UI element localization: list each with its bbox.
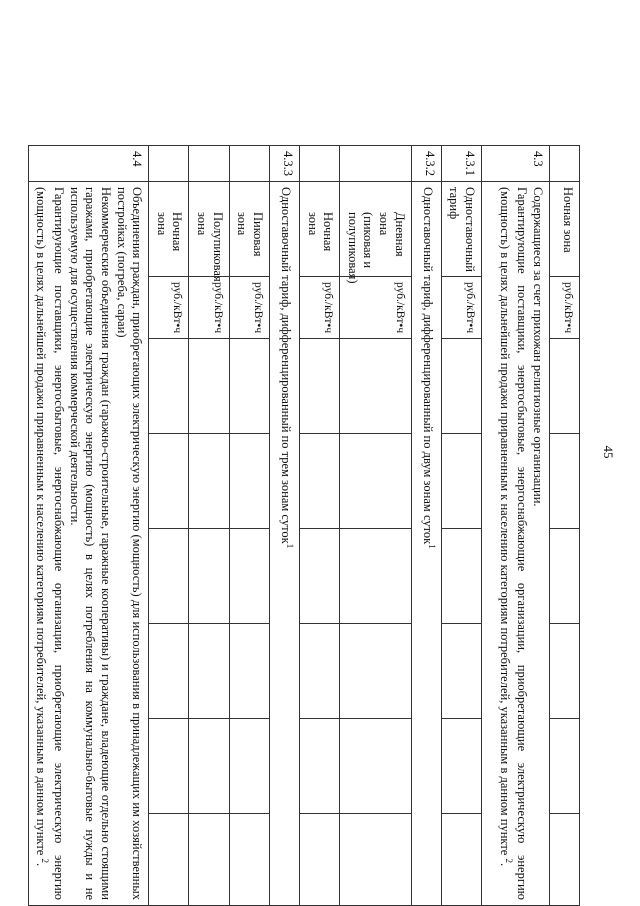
row-unit: руб./кВт•ч	[300, 277, 340, 339]
row-number: 4.3.1	[441, 146, 481, 182]
rotated-tariff-table	[34, 145, 580, 905]
tariff-subheading	[411, 182, 441, 906]
value-cell	[229, 624, 269, 719]
value-cell	[441, 529, 481, 624]
footnote-ref: 1	[426, 544, 437, 549]
value-cell	[300, 339, 340, 434]
row-number	[340, 146, 412, 182]
footnote-ref: 1	[285, 543, 295, 549]
value-cell	[550, 529, 580, 624]
value-cell	[441, 624, 481, 719]
value-cell	[229, 814, 269, 906]
table-row	[270, 146, 300, 906]
table-row	[550, 146, 580, 906]
value-cell	[229, 719, 269, 814]
section-paragraph: Некоммерческие объединения граждан (гаражно-строительные, гаражные кооперативы) и граждане, владеющие отдельно стоящими гаражами, приобретающие электрическую энергию (мощность) в целях потребления на коммунально-бытовые нужды и не используемую для осуществления коммерческой деятельности.	[67, 187, 113, 900]
value-cell	[441, 339, 481, 434]
value-cell	[149, 339, 189, 434]
row-number	[300, 146, 340, 182]
row-number: 4.4	[28, 146, 149, 182]
value-cell	[441, 719, 481, 814]
value-cell	[229, 339, 269, 434]
value-cell	[550, 434, 580, 529]
value-cell	[189, 529, 229, 624]
table-row	[28, 146, 149, 906]
row-number	[550, 146, 580, 182]
tariff-subheading-text: Одноставочный тариф, дифференцированный по трем зонам суток	[278, 187, 293, 544]
tariff-subheading-text: Одноставочный тариф, дифференцированный по двум зонам суток	[420, 187, 435, 545]
value-cell	[149, 719, 189, 814]
row-name: Ночная зона	[300, 182, 340, 277]
value-cell	[441, 814, 481, 906]
value-cell	[229, 529, 269, 624]
value-cell	[189, 624, 229, 719]
value-cell	[189, 719, 229, 814]
value-cell	[149, 434, 189, 529]
value-cell	[300, 434, 340, 529]
row-unit: руб./кВт•ч	[441, 277, 481, 339]
value-cell	[229, 434, 269, 529]
value-cell	[189, 814, 229, 906]
table-row	[149, 146, 189, 906]
row-name: Ночная зона	[550, 182, 580, 277]
row-name: Одноставочный тариф	[441, 182, 481, 277]
row-number: 4.3.2	[411, 146, 441, 182]
section-paragraph: Объединения граждан, приобретающих электрическую энергию (мощность) для использования в принадлежащих им хозяйственных постройках (погреба, сараи)	[114, 187, 145, 900]
value-cell	[340, 624, 412, 719]
value-cell	[189, 434, 229, 529]
row-name: Ночная зона	[149, 182, 189, 277]
row-number	[189, 146, 229, 182]
section-title: Содержащиеся за счет прихожан религиозные организации.	[531, 187, 545, 507]
value-cell	[550, 624, 580, 719]
section-description: Содержащиеся за счет прихожан религиозные организации. Гарантирующие поставщики, энергосбытовые, энергоснабжающие организации, приобретающие электрическую энергию (мощность) в целях дальнейшей продажи приравненным к населению категориям потребителей, указанным в данном пункте $^2$.	[482, 182, 550, 906]
row-name: Пиковая зона	[229, 182, 269, 277]
table-row	[482, 146, 550, 906]
row-name: Полупиковая зона	[189, 182, 229, 277]
row-number	[149, 146, 189, 182]
row-number	[229, 146, 269, 182]
table-row	[300, 146, 340, 906]
section-description: Объединения граждан, приобретающих электрическую энергию (мощность) для использования в принадлежащих им хозяйственных постройках (погреба, сараи) Некоммерческие объединения граждан (гаражно-строительные, гаражные кооперативы) и граждане, владеющие отдельно стоящими гаражами, приобретающие электрическую энергию (мощность) в целях потребления на коммунально-бытовые нужды и не используемую для осуществления коммерческой деятельности. Гарантирующие поставщики, энергосбытовые, энергоснабжающие организации, приобретающие электрическую энергию (мощность) в целях дальнейшей продажи приравненным к населению категориям потребителей, указанным в данном пункте $^2$.	[28, 182, 149, 906]
table-row	[189, 146, 229, 906]
value-cell	[550, 814, 580, 906]
section-text: Гарантирующие поставщики, энергосбытовые, энергоснабжающие организации, приобретающие электрическую энергию (мощность) в целях дальнейшей продажи приравненным к населению категориям потребителей, указанным в данном пункте	[497, 187, 530, 900]
value-cell	[149, 814, 189, 906]
row-unit: руб./кВт•ч	[149, 277, 189, 339]
value-cell	[300, 529, 340, 624]
value-cell	[149, 624, 189, 719]
tariff-table	[28, 145, 580, 906]
value-cell	[300, 624, 340, 719]
row-name: Дневная зона (пиковая и полупиковая)	[340, 182, 412, 277]
page-number: 45	[601, 445, 616, 459]
value-cell	[340, 529, 412, 624]
value-cell	[189, 339, 229, 434]
row-number: 4.3	[482, 146, 550, 182]
value-cell	[441, 434, 481, 529]
value-cell	[550, 719, 580, 814]
row-unit: руб./кВт•ч	[340, 277, 412, 339]
value-cell	[300, 719, 340, 814]
value-cell	[550, 339, 580, 434]
table-row	[340, 146, 412, 906]
footnote-ref: 2	[503, 858, 514, 863]
row-unit: руб./кВт•ч	[189, 277, 229, 339]
table-row	[229, 146, 269, 906]
table-row	[411, 146, 441, 906]
row-unit: руб./кВт•ч	[229, 277, 269, 339]
value-cell	[300, 814, 340, 906]
row-number: 4.3.3	[270, 146, 300, 182]
row-unit: руб./кВт•ч	[550, 277, 580, 339]
value-cell	[340, 719, 412, 814]
table-row	[441, 146, 481, 906]
tariff-subheading	[270, 182, 300, 906]
value-cell	[149, 529, 189, 624]
section-paragraph: Гарантирующие поставщики, энергосбытовые, энергоснабжающие организации, приобретающие электрическую энергию (мощность) в целях дальнейшей продажи приравненным к населению категориям потребителей, указанным в данном пункте	[34, 187, 67, 900]
value-cell	[340, 434, 412, 529]
footnote-ref: 2	[40, 858, 51, 863]
value-cell	[340, 814, 412, 906]
value-cell	[340, 339, 412, 434]
